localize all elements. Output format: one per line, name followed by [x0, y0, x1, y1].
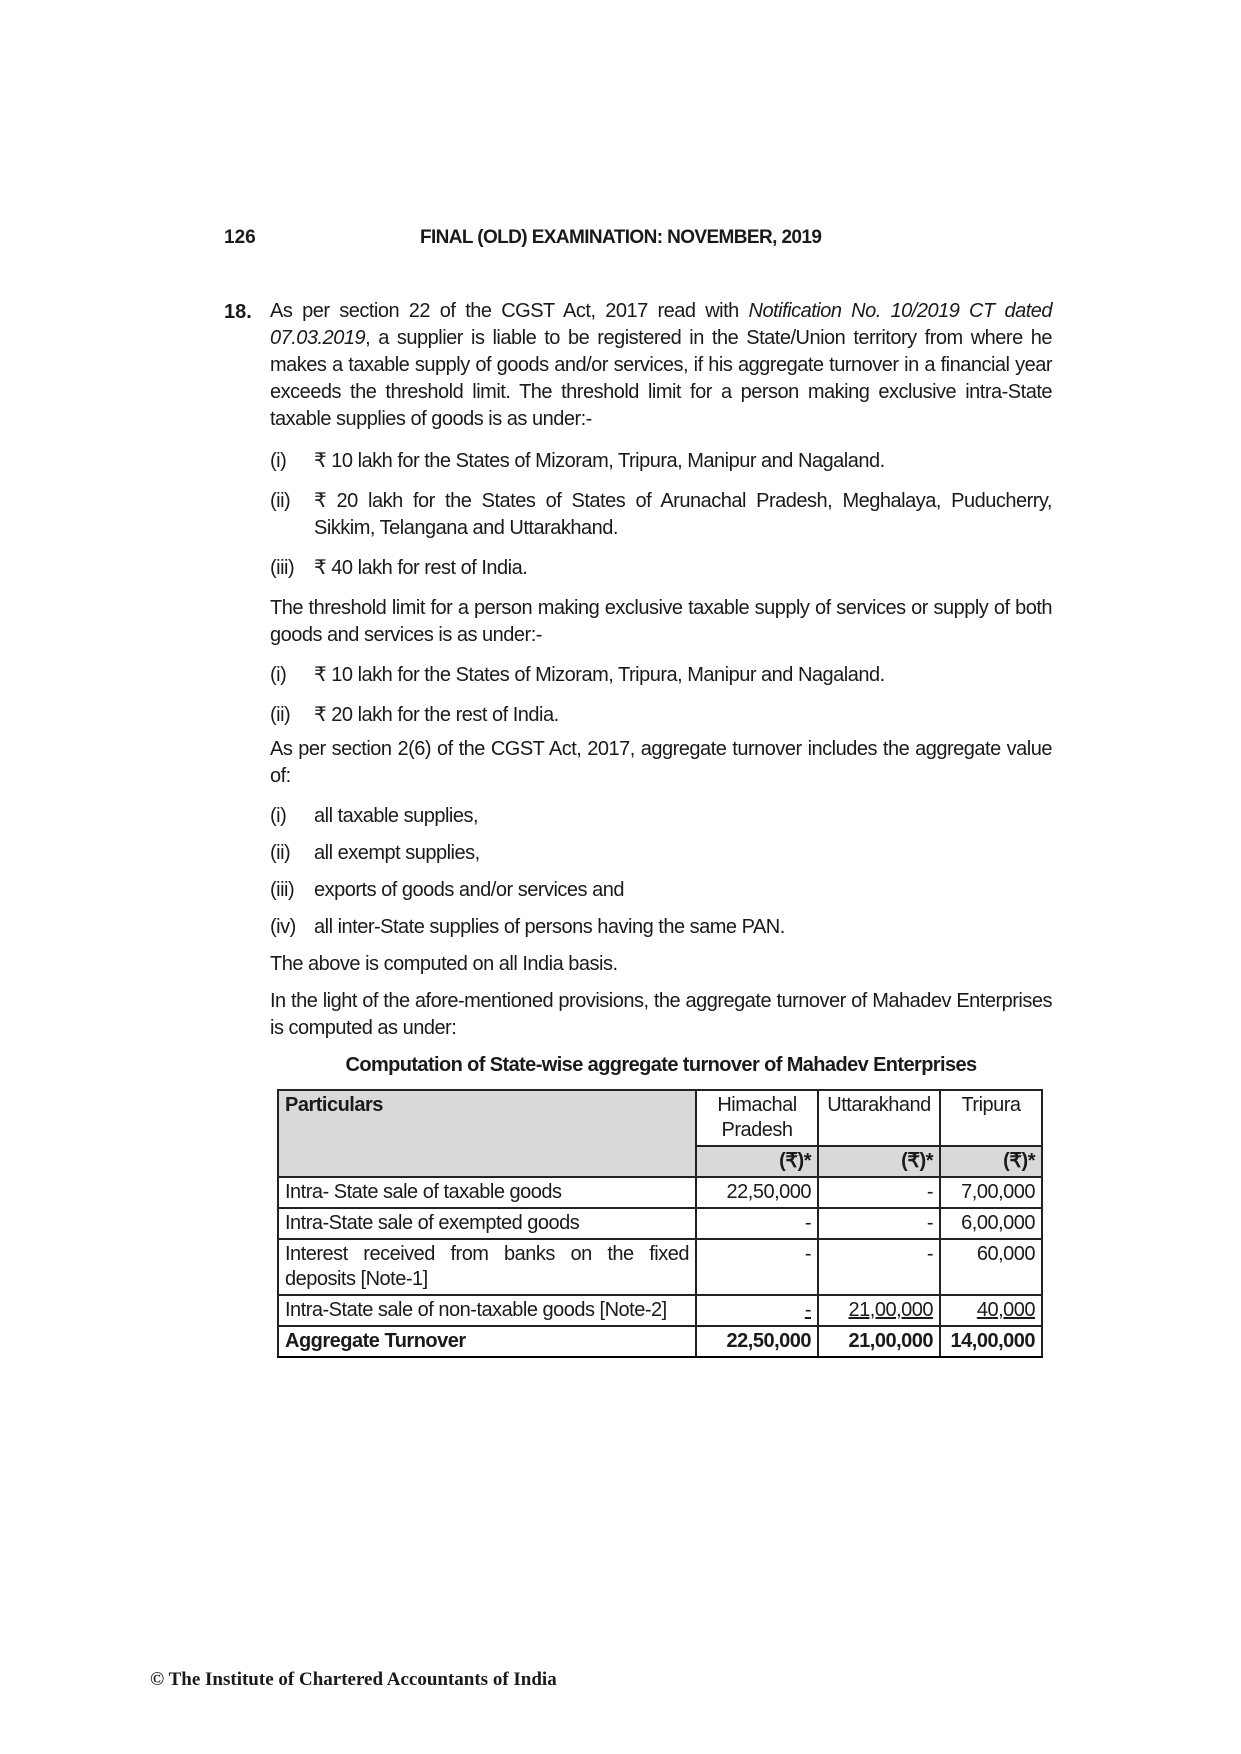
list-label: (i) — [270, 450, 287, 472]
list-text: ₹ 10 lakh for the States of Mizoram, Tripura, Manipur and Nagaland. — [314, 450, 885, 472]
unit-label: (₹)* — [818, 1146, 940, 1177]
row-value-hp — [696, 1295, 818, 1326]
row-value-tr: 60,000 — [940, 1239, 1042, 1295]
row-value-tr: 6,00,000 — [940, 1208, 1042, 1239]
table-row — [278, 1208, 1042, 1239]
row-value-uk — [818, 1295, 940, 1326]
table-row — [278, 1295, 1042, 1326]
services-intro: The threshold limit for a person making exclusive taxable supply of services or supply of both goods and services is as under:- — [270, 597, 1052, 646]
table-total-row — [278, 1326, 1042, 1357]
notification-reference: Notification No. 10/2019 CT dated 07.03.2019 — [270, 300, 1052, 349]
table-caption: Computation of State-wise aggregate turnover of Mahadev Enterprises — [345, 1054, 977, 1076]
row-value-tr-text: 40,000 — [976, 1299, 1035, 1321]
total-value-uk: 21,00,000 — [818, 1326, 940, 1357]
row-value-tr: 7,00,000 — [940, 1177, 1042, 1208]
row-value-uk-text: 21,00,000 — [848, 1299, 933, 1321]
table-row — [278, 1177, 1042, 1208]
list-text: all inter-State supplies of persons having the same PAN. — [314, 916, 785, 938]
list-label: (i) — [270, 805, 287, 827]
aggregate-intro: As per section 2(6) of the CGST Act, 2017, aggregate turnover includes the aggregate value of: — [270, 738, 1052, 787]
total-label: Aggregate Turnover — [278, 1326, 696, 1357]
computation-intro: In the light of the afore-mentioned provisions, the aggregate turnover of Mahadev Enterprises is computed as under: — [270, 990, 1052, 1039]
unit-label: (₹)* — [696, 1146, 818, 1177]
header-particulars: Particulars — [278, 1090, 696, 1177]
total-value-hp: 22,50,000 — [696, 1326, 818, 1357]
list-label: (iv) — [270, 916, 296, 938]
list-text: exports of goods and/or services and — [314, 879, 624, 901]
row-value-tr — [940, 1295, 1042, 1326]
table-header-row — [278, 1090, 1042, 1146]
list-label: (ii) — [270, 704, 291, 726]
turnover-table — [277, 1089, 1043, 1358]
unit-label: (₹)* — [940, 1146, 1042, 1177]
list-text: all exempt supplies, — [314, 842, 480, 864]
page-number: 126 — [224, 227, 256, 248]
row-particular: Intra-State sale of exempted goods — [278, 1208, 696, 1239]
row-value-uk: - — [818, 1239, 940, 1295]
row-value-uk: - — [818, 1177, 940, 1208]
list-label: (iii) — [270, 557, 295, 579]
table-row — [278, 1239, 1042, 1295]
header-tripura: Tripura — [940, 1090, 1042, 1146]
list-text: all taxable supplies, — [314, 805, 479, 827]
intro-text-b: , a supplier is liable to be registered in the State/Union territory from where he makes a taxable supply of goods and/or services, if his aggregate turnover in a financial year exceeds the threshold limit. The threshold limit for a person making exclusive intra-State taxable supplies of goods is as under:- — [270, 327, 1052, 430]
header-himachal-pradesh: Himachal Pradesh — [696, 1090, 818, 1146]
list-label: (ii) — [270, 842, 291, 864]
list-label: (ii) — [270, 490, 291, 512]
list-label: (iii) — [270, 879, 295, 901]
page-title: FINAL (OLD) EXAMINATION: NOVEMBER, 2019 — [420, 227, 822, 248]
list-text: ₹ 40 lakh for rest of India. — [314, 557, 528, 579]
row-particular: Interest received from banks on the fixed deposits [Note-1] — [278, 1239, 696, 1295]
intro-text-a: As per section 22 of the CGST Act, 2017 read with — [270, 300, 749, 322]
list-text: ₹ 10 lakh for the States of Mizoram, Tripura, Manipur and Nagaland. — [314, 664, 885, 686]
row-value-hp: 22,50,000 — [696, 1177, 818, 1208]
question-number: 18. — [224, 301, 252, 323]
row-value-hp: - — [696, 1208, 818, 1239]
total-value-tr: 14,00,000 — [940, 1326, 1042, 1357]
list-text: ₹ 20 lakh for the rest of India. — [314, 704, 559, 726]
header-uttarakhand: Uttarakhand — [818, 1090, 940, 1146]
footer-copyright: © The Institute of Chartered Accountants of India — [150, 1669, 557, 1690]
row-particular: Intra- State sale of taxable goods — [278, 1177, 696, 1208]
all-india-note: The above is computed on all India basis. — [270, 953, 618, 975]
list-label: (i) — [270, 664, 287, 686]
row-value-hp: - — [696, 1239, 818, 1295]
list-text: ₹ 20 lakh for the States of States of Arunachal Pradesh, Meghalaya, Puducherry, Sikkim, Telangana and Uttarakhand. — [314, 490, 1052, 539]
intro-paragraph — [270, 298, 1052, 433]
row-particular: Intra-State sale of non-taxable goods [Note-2] — [278, 1295, 696, 1326]
row-value-hp-text: - — [804, 1299, 811, 1321]
row-value-uk: - — [818, 1208, 940, 1239]
